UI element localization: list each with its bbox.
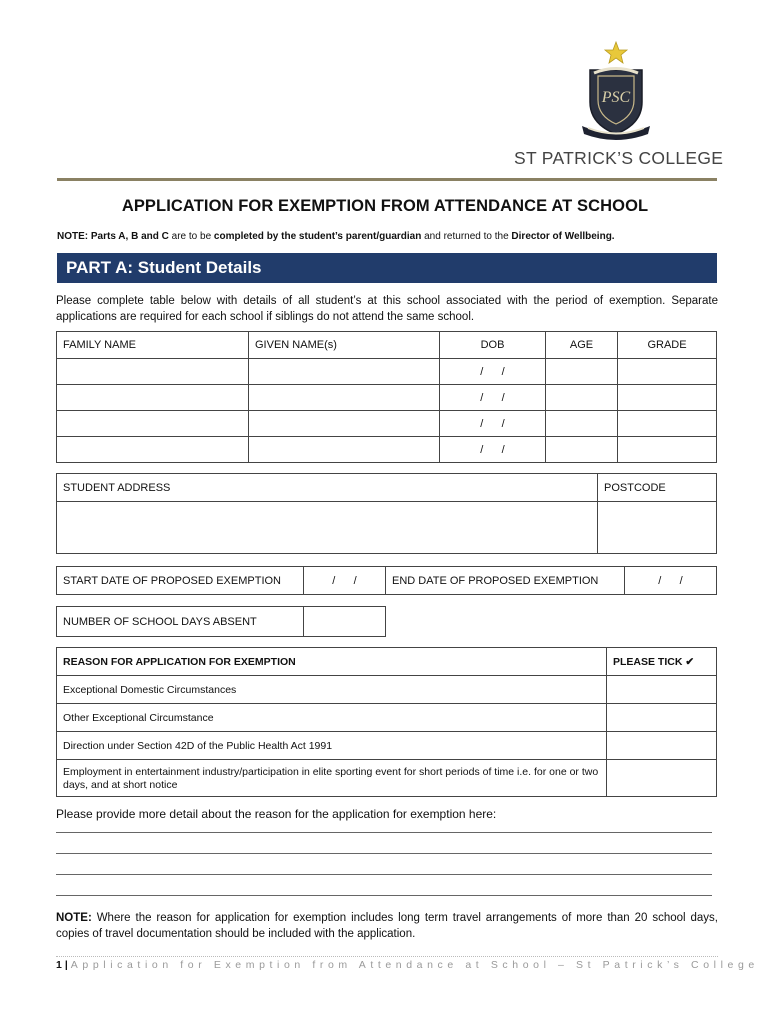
address-table <box>56 473 717 554</box>
given-names-cell[interactable] <box>249 437 440 463</box>
list-item <box>57 760 717 797</box>
age-cell[interactable] <box>546 359 618 385</box>
tick-box[interactable] <box>607 676 717 704</box>
reasons-table <box>56 647 717 797</box>
list-item <box>57 676 717 704</box>
note-label: NOTE: <box>56 912 92 924</box>
dob-header: DOB <box>440 332 546 359</box>
age-cell[interactable] <box>546 437 618 463</box>
table-row <box>57 437 717 463</box>
tick-box[interactable] <box>607 760 717 797</box>
top-note: NOTE: Parts A, B and C are to be completed by the student’s parent/guardian and returned to the Director of Wellbeing. <box>57 231 615 242</box>
reason-header: REASON FOR APPLICATION FOR EXEMPTION <box>57 648 607 676</box>
end-date-field[interactable]: / / <box>625 567 717 595</box>
grade-cell[interactable] <box>618 411 717 437</box>
form-title: APPLICATION FOR EXEMPTION FROM ATTENDANCE AT SCHOOL <box>121 197 649 215</box>
table-row <box>57 359 717 385</box>
start-date-field[interactable]: / / <box>304 567 386 595</box>
grade-cell[interactable] <box>618 437 717 463</box>
exemption-dates-table <box>56 566 717 595</box>
dob-cell[interactable]: / / <box>440 437 546 463</box>
list-item <box>57 732 717 760</box>
family-name-cell[interactable] <box>57 359 249 385</box>
dob-cell[interactable]: / / <box>440 411 546 437</box>
bottom-note: NOTE: Where the reason for application for exemption includes long term travel arrangements of more than 20 school days, copies of travel documentation should be included with the application. <box>56 912 718 940</box>
detail-line[interactable] <box>56 853 712 854</box>
given-names-cell[interactable] <box>249 359 440 385</box>
table-row <box>57 411 717 437</box>
student-address-field[interactable] <box>57 502 598 554</box>
footer-rule <box>56 956 718 957</box>
given-names-header: GIVEN NAME(s) <box>249 332 440 359</box>
college-crest-icon <box>578 40 654 144</box>
dob-cell[interactable]: / / <box>440 359 546 385</box>
family-name-cell[interactable] <box>57 385 249 411</box>
given-names-cell[interactable] <box>249 385 440 411</box>
detail-prompt: Please provide more detail about the reason for the application for exemption here: <box>56 807 497 821</box>
note-label: NOTE: <box>57 231 89 242</box>
days-absent-label: NUMBER OF SCHOOL DAYS ABSENT <box>57 607 304 637</box>
given-names-cell[interactable] <box>249 411 440 437</box>
tick-box[interactable] <box>607 732 717 760</box>
family-name-header: FAMILY NAME <box>57 332 249 359</box>
age-header: AGE <box>546 332 618 359</box>
students-table <box>56 331 717 463</box>
part-a-heading: PART A: Student Details <box>57 253 717 283</box>
start-date-label: START DATE OF PROPOSED EXEMPTION <box>57 567 304 595</box>
footer-separator: | <box>64 959 68 971</box>
postcode-label: POSTCODE <box>598 474 717 502</box>
detail-line[interactable] <box>56 895 712 896</box>
college-name: ST PATRICK’S COLLEGE <box>514 148 724 168</box>
part-a-intro: Please complete table below with details of all student’s at this school associated with the period of exemption. Separate applications are required for each school if siblings do not attend the same school. <box>56 295 718 323</box>
header-rule <box>57 178 717 181</box>
grade-cell[interactable] <box>618 359 717 385</box>
days-absent-table <box>56 606 386 637</box>
tick-box[interactable] <box>607 704 717 732</box>
student-address-label: STUDENT ADDRESS <box>57 474 598 502</box>
footer-text: Application for Exemption from Attendance at School – St Patrick’s College <box>70 959 759 971</box>
reason-label: Direction under Section 42D of the Public Health Act 1991 <box>57 732 607 760</box>
reason-label: Exceptional Domestic Circumstances <box>57 676 607 704</box>
table-header-row <box>57 332 717 359</box>
dob-cell[interactable]: / / <box>440 385 546 411</box>
family-name-cell[interactable] <box>57 437 249 463</box>
detail-line[interactable] <box>56 832 712 833</box>
family-name-cell[interactable] <box>57 411 249 437</box>
table-row <box>57 385 717 411</box>
postcode-field[interactable] <box>598 502 717 554</box>
detail-line[interactable] <box>56 874 712 875</box>
svg-text:PSC: PSC <box>601 89 631 106</box>
age-cell[interactable] <box>546 385 618 411</box>
grade-header: GRADE <box>618 332 717 359</box>
age-cell[interactable] <box>546 411 618 437</box>
tick-header: PLEASE TICK ✔ <box>607 648 717 676</box>
list-item <box>57 704 717 732</box>
grade-cell[interactable] <box>618 385 717 411</box>
page-footer <box>56 959 759 971</box>
reason-label: Other Exceptional Circumstance <box>57 704 607 732</box>
reason-label: Employment in entertainment industry/participation in elite sporting event for short periods of time i.e. for one or two days, and at short notice <box>57 760 607 797</box>
end-date-label: END DATE OF PROPOSED EXEMPTION <box>386 567 625 595</box>
page-number: 1 <box>56 959 62 971</box>
days-absent-field[interactable] <box>304 607 386 637</box>
